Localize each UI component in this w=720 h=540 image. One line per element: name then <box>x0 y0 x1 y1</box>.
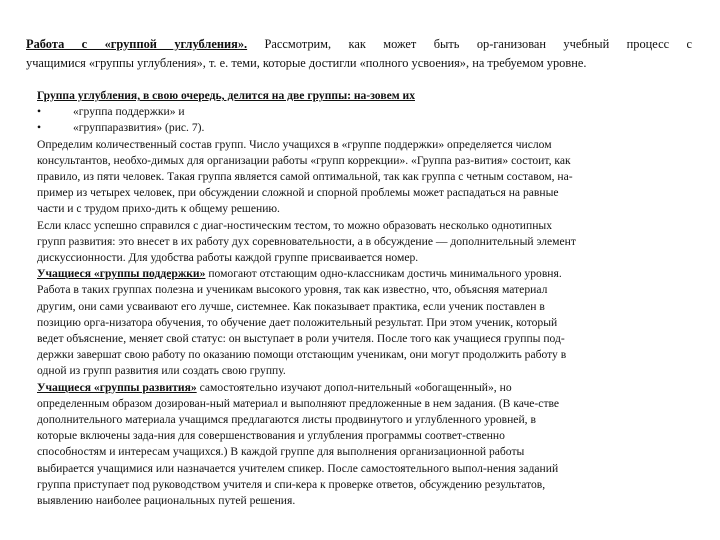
para1-line: Определим количественный состав групп. Число учащихся в «группе поддержки» определяется числом <box>37 137 552 151</box>
para3-line: ведет объяснение, меняет свой статус: он выступает в роли учителя. После того как учащиеся группы под- <box>37 332 565 346</box>
para4-line: дополнительного материала учащимся предлагаются листы продвинутого и углубленного уровней, в <box>37 413 536 427</box>
para4-first-line <box>37 380 687 396</box>
para3-first-line <box>37 266 687 282</box>
para3-line: Работа в таких группах полезна и ученикам высокого уровня, так как известно, что, объясняя материал <box>37 283 548 297</box>
para1-line: пример из четырех человек, при обсуждении сложной и спорной проблемы может распадаться на равные <box>37 186 559 200</box>
bullet-icon: • <box>37 105 42 119</box>
groups-heading: Группа углубления, в свою очередь, делится на две группы: на-зовем их <box>37 89 415 102</box>
bullet-item-support <box>37 104 687 120</box>
para1-line: консультантов, необхо-димых для организации работы «групп коррекции». «Группа раз-вития» состоит, как <box>37 153 571 167</box>
para2-line: групп развития: это внесет в их работу дух соревновательности, а в обсуждение — дополнительный элемент <box>37 234 576 248</box>
para2-line: Если класс успешно справился с диаг-ностическим тестом, то можно образовать несколько однотипных <box>37 218 552 232</box>
para3-line: одной из групп развития или создать свою группу. <box>37 364 286 378</box>
para2-line: дискуссионности. Для удобства работы каждой группе присваивается номер. <box>37 251 419 265</box>
bullet-text: «группаразвития» (рис. 7). <box>73 121 205 135</box>
para3-first-rest: помогают отстающим одно-классникам достичь минимального уровня. <box>205 267 562 281</box>
para4-line: группа приступает под руководством учителя и спи-кера к проверке ответов, обсуждению результатов, <box>37 477 546 491</box>
support-heading: Учащиеся «группы поддержки» <box>37 267 206 281</box>
para3-line: держки завершат свою работу по оказанию помощи отстающим ученикам, они могут продолжить работу в <box>37 348 567 362</box>
intro-line-1-rest: Рассмотрим, как может быть ор-ганизован учебный процесс с <box>247 37 693 51</box>
para1-line: части и с трудом прихо-дить к общему решению. <box>37 202 280 216</box>
bullet-text: «группа поддержки» и <box>73 105 185 119</box>
para4-line: выбирается учащимися или назначается учителем спикер. После самостоятельного выпол-нения заданий <box>37 461 559 475</box>
dev-heading: Учащиеся «группы развития» <box>37 380 197 394</box>
intro-paragraph <box>26 35 692 73</box>
intro-line-1 <box>26 35 692 54</box>
bullet-icon: • <box>37 121 42 135</box>
para4-line: выявлению наиболее рациональных путей решения. <box>37 494 296 508</box>
intro-line-2: учащимися «группы углубления», т. е. теми, которые достигли «полного усвоения», на требуемом уровне. <box>26 56 587 70</box>
para4-line: которые включены зада-ния для совершенствования и углубления программы соответ-ственно <box>37 429 505 443</box>
para3-line: другим, они сами усваивают его лучше, системнее. Как показывает практика, если ученик поставлен в <box>37 299 545 313</box>
para4-line: определенным образом дозирован-ный материал и выполняют предложенные в нем задания. (В каче-стве <box>37 396 560 410</box>
bullet-item-development <box>37 120 687 136</box>
intro-heading: Работа с «группой углубления». <box>26 37 248 51</box>
body-text <box>37 88 687 509</box>
para4-first-rest: самостоятельно изучают допол-нительный «обогащенный», но <box>196 380 512 394</box>
para3-line: позицию орга-низатора обучения, то обучение дает положительный результат. При этом ученик, который <box>37 315 558 329</box>
para1-line: правило, из пяти человек. Такая группа является самой оптимальной, так как группа с четным составом, на- <box>37 170 573 184</box>
para4-line: способностям и интересам учащихся.) В каждой группе для выполнения организационной работы <box>37 445 525 459</box>
